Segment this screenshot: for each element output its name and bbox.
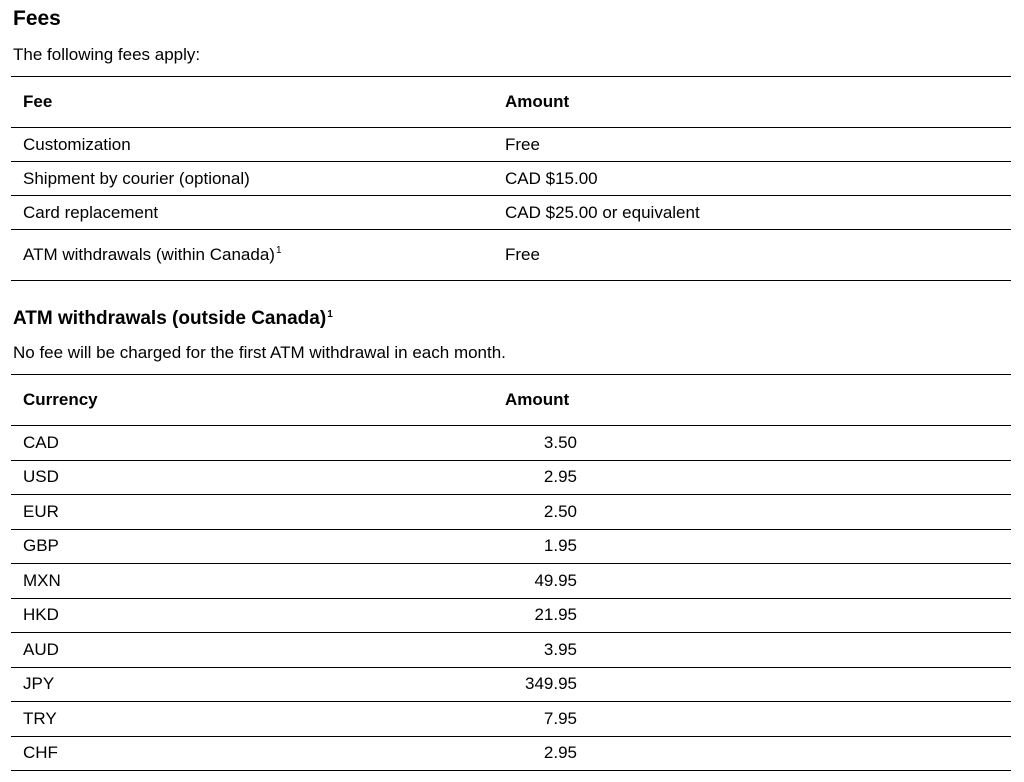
currency-column-header: Currency bbox=[11, 375, 493, 426]
currency-cell: TRY bbox=[11, 702, 493, 737]
currency-cell: CAD bbox=[11, 426, 493, 461]
currency-cell: USD bbox=[11, 460, 493, 495]
table-row bbox=[11, 702, 1011, 737]
amount-cell: CAD $15.00 bbox=[493, 162, 1011, 196]
amount-cell: 21.95 bbox=[493, 598, 1011, 633]
amount-cell: 7.95 bbox=[493, 702, 1011, 737]
currency-cell: AUD bbox=[11, 633, 493, 668]
amount-cell: 349.95 bbox=[493, 667, 1011, 702]
table-row bbox=[11, 667, 1011, 702]
fees-table-header-row bbox=[11, 77, 1011, 128]
table-row bbox=[11, 196, 1011, 230]
atm-heading-label: ATM withdrawals (outside Canada) bbox=[13, 308, 327, 329]
footnote-marker: 1 bbox=[275, 245, 282, 257]
currency-cell: HKD bbox=[11, 598, 493, 633]
table-row bbox=[11, 598, 1011, 633]
fees-table bbox=[11, 76, 1011, 281]
amount-cell: 3.95 bbox=[493, 633, 1011, 668]
fee-label: ATM withdrawals (within Canada) bbox=[23, 245, 275, 264]
currency-cell: JPY bbox=[11, 667, 493, 702]
fee-cell: Card replacement bbox=[11, 196, 493, 230]
atm-table-header-row bbox=[11, 375, 1011, 426]
amount-cell: Free bbox=[493, 230, 1011, 281]
amount-column-header: Amount bbox=[493, 77, 1011, 128]
footnote-marker: 1 bbox=[327, 308, 333, 320]
currency-cell: CHF bbox=[11, 736, 493, 771]
amount-cell: 2.95 bbox=[493, 736, 1011, 771]
fee-column-header: Fee bbox=[11, 77, 493, 128]
table-row bbox=[11, 529, 1011, 564]
amount-column-header: Amount bbox=[493, 375, 569, 426]
amount-cell: 2.50 bbox=[493, 495, 1011, 530]
table-row bbox=[11, 633, 1011, 668]
amount-cell: 3.50 bbox=[493, 426, 1011, 461]
atm-fees-table bbox=[11, 374, 1011, 771]
table-row bbox=[11, 230, 1011, 281]
table-row bbox=[11, 460, 1011, 495]
fees-heading: Fees bbox=[13, 7, 61, 30]
table-row bbox=[11, 495, 1011, 530]
table-row bbox=[11, 426, 1011, 461]
blank-header bbox=[569, 375, 1011, 426]
amount-cell: 49.95 bbox=[493, 564, 1011, 599]
currency-cell: EUR bbox=[11, 495, 493, 530]
table-row bbox=[11, 128, 1011, 162]
fees-intro-text: The following fees apply: bbox=[13, 45, 201, 64]
amount-cell: 1.95 bbox=[493, 529, 1011, 564]
fee-cell: Customization bbox=[11, 128, 493, 162]
fee-cell: Shipment by courier (optional) bbox=[11, 162, 493, 196]
atm-intro-text: No fee will be charged for the first ATM withdrawal in each month. bbox=[13, 343, 506, 362]
amount-cell: 2.95 bbox=[493, 460, 1011, 495]
fee-cell bbox=[11, 230, 493, 281]
amount-cell: CAD $25.00 or equivalent bbox=[493, 196, 1011, 230]
table-row bbox=[11, 564, 1011, 599]
atm-outside-canada-heading bbox=[13, 308, 333, 330]
table-row bbox=[11, 736, 1011, 771]
amount-cell: Free bbox=[493, 128, 1011, 162]
currency-cell: MXN bbox=[11, 564, 493, 599]
currency-cell: GBP bbox=[11, 529, 493, 564]
table-row bbox=[11, 162, 1011, 196]
